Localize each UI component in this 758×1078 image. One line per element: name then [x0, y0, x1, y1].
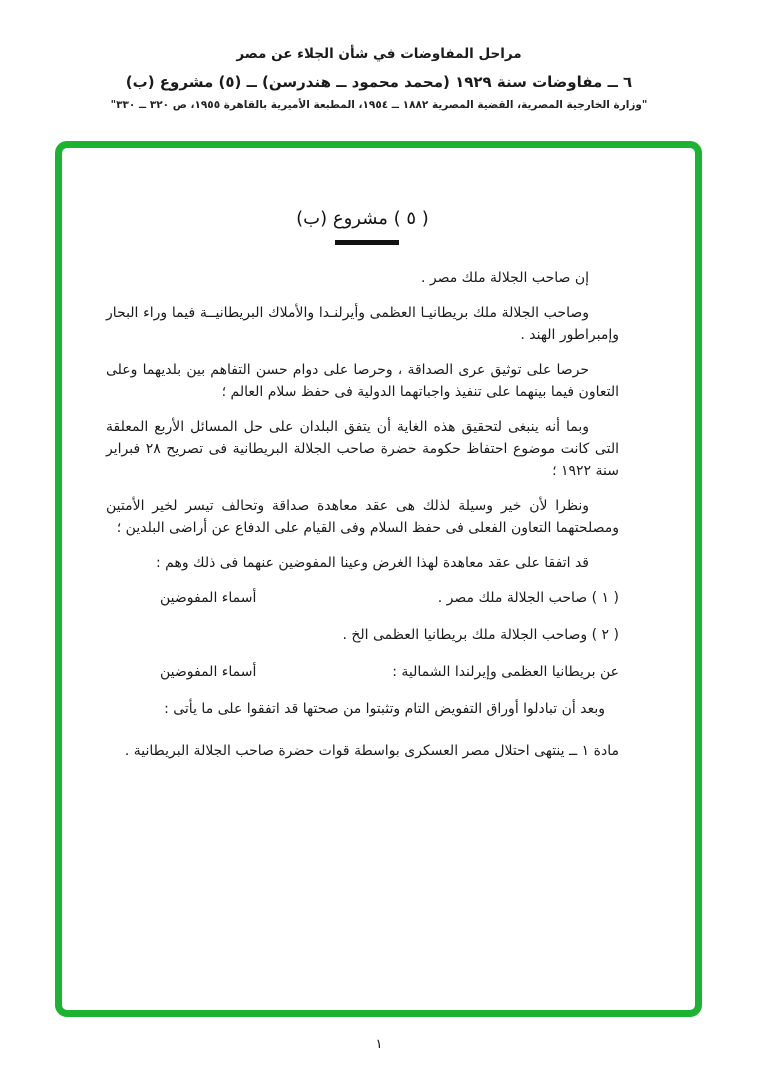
heading-underline [335, 240, 399, 245]
document-heading: ( ٥ ) مشروع (ب) [296, 208, 429, 229]
plenipotentiary-item: ( ٢ ) وصاحب الجلالة ملك بريطانيا العظمى الخ . [342, 627, 619, 643]
highlight-annotation-box [55, 141, 702, 1017]
plenipotentiary-row [106, 587, 619, 609]
page-number: ١ [375, 1037, 383, 1052]
preamble-paragraph: إن صاحب الجلالة ملك مصر . [420, 270, 589, 286]
chapter-subtitle: ٦ ــ مفاوضات سنة ١٩٢٩ (محمد محمود ــ هندرسن) ــ (٥) مشروع (ب) [125, 73, 633, 91]
preamble-paragraph: وصاحب الجلالة ملك بريطانيـا العظمى وأيرلنـدا والأملاك البريطانيــة فيما وراء البحار وإمبراطور الهند . [106, 305, 619, 343]
preamble-paragraph: ونظرا لأن خير وسيلة لذلك هى عقد معاهدة صداقة وتحالف تيسر لخير الأمتين ومصلحتهما التعاون الفعلى فى حفظ السلام وفى القيام على الدفاع عن أراضى البلدين ؛ [106, 498, 619, 536]
source-citation: "وزارة الخارجية المصرية، القضية المصرية ١٨٨٢ ــ ١٩٥٤، المطبعة الأميرية بالقاهرة ١٩٥٥، ص ٣٢٠ ــ ٣٣٠" [110, 99, 648, 111]
article-1-text: مادة ١ ــ ينتهى احتلال مصر العسكرى بواسطة قوات حضرة صاحب الجلالة البريطانية . [124, 743, 619, 759]
bibliographic-header [0, 46, 758, 111]
plenipotentiary-item: عن بريطانيا العظمى وإيرلندا الشمالية : [392, 664, 619, 680]
credentials-exchange-line: وبعد أن تبادلوا أوراق التفويض التام وتثبتوا من صحتها قد اتفقوا على ما يأتى : [164, 701, 605, 717]
plenipotentiary-names-note: أسماء المفوضين [160, 590, 257, 606]
plenipotentiary-row [106, 661, 619, 683]
preamble-paragraph: قد اتفقا على عقد معاهدة لهذا الغرض وعينا المفوضين عنهما فى ذلك وهم : [155, 555, 589, 571]
document-content [62, 148, 695, 1010]
document-body [106, 267, 619, 762]
plenipotentiary-names-note: أسماء المفوضين [160, 664, 257, 680]
series-title: مراحل المفاوضات في شأن الجلاء عن مصر [236, 46, 522, 62]
preamble-paragraph: وبما أنه ينبغى لتحقيق هذه الغاية أن يتفق البلدان على حل المسائل الأربع المعلقة التى كانت موضوع احتفاظ حكومة حضرة صاحب الجلالة البريطانية فى تصريح ٢٨ فبراير سنة ١٩٢٢ ؛ [106, 419, 619, 479]
preamble-paragraph: حرصا على توثيق عرى الصداقة ، وحرصا على دوام حسن التفاهم بين بلديهما وعلى التعاون فيما بينهما على تنفيذ واجباتهما الدولية فى حفظ سلام العالم ؛ [106, 362, 619, 400]
plenipotentiary-row [106, 624, 619, 646]
plenipotentiary-item: ( ١ ) صاحب الجلالة ملك مصر . [437, 590, 619, 606]
